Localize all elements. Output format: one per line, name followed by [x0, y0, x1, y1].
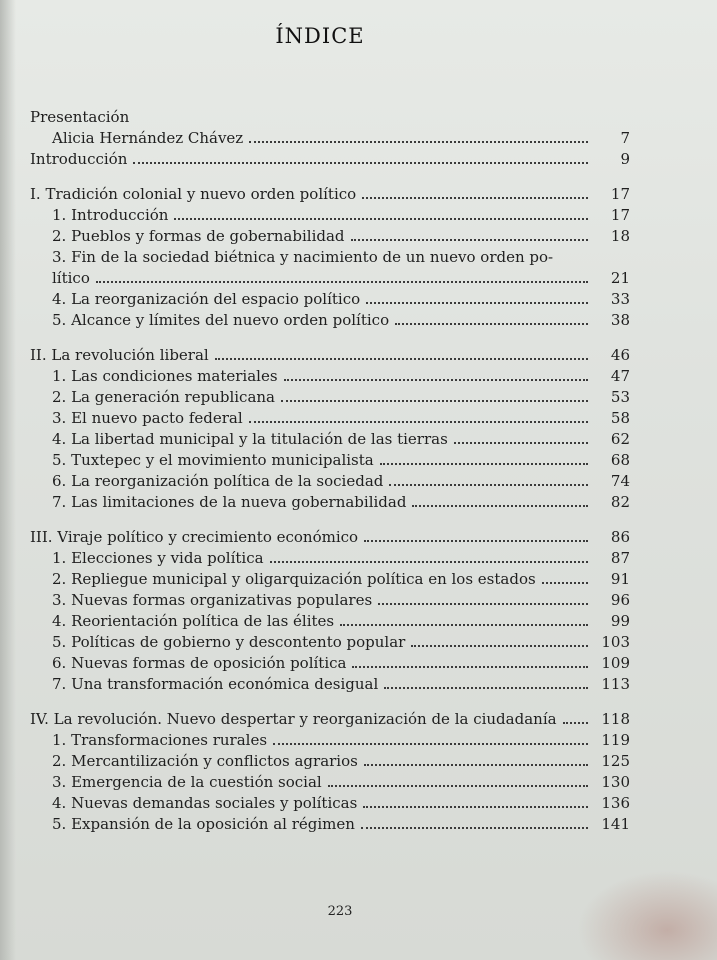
toc-section — [30, 451, 630, 472]
toc-page-number: 103 — [601, 633, 630, 651]
toc-page-number: 82 — [610, 493, 630, 511]
toc-section-label: 5. Políticas de gobierno y descontento popular — [52, 633, 406, 651]
toc-section — [30, 794, 630, 815]
toc-section-label: 2. La generación republicana — [52, 388, 275, 406]
toc-page-number: 58 — [610, 409, 630, 427]
toc-page-number: 91 — [610, 570, 630, 588]
toc-section — [30, 206, 630, 227]
toc-section — [30, 472, 630, 493]
leader-dots — [284, 379, 588, 381]
toc-section — [30, 570, 630, 591]
toc-page-number: 74 — [610, 472, 630, 490]
toc-page-number: 18 — [610, 227, 630, 245]
leader-dots — [96, 281, 588, 283]
leader-dots — [328, 785, 588, 787]
toc-section-label: 4. La libertad municipal y la titulación de las tierras — [52, 430, 448, 448]
toc-section-label: 5. Expansión de la oposición al régimen — [52, 815, 355, 833]
toc-page-number: 9 — [620, 150, 630, 168]
toc-section — [30, 633, 630, 654]
leader-dots — [249, 141, 588, 143]
toc-section-label: 1. Transformaciones rurales — [52, 731, 268, 749]
toc-chapter-3 — [30, 528, 630, 549]
leader-dots — [281, 400, 588, 402]
toc-page-number: 118 — [601, 710, 630, 728]
toc-section-label: 7. Una transformación económica desigual — [52, 675, 379, 693]
toc-page-number: 109 — [601, 654, 630, 672]
toc-section — [30, 367, 630, 388]
leader-dots — [215, 358, 588, 360]
toc-page-number: 33 — [610, 290, 630, 308]
leader-dots — [563, 722, 588, 724]
toc-section — [30, 493, 630, 514]
toc-section-label: 5. Tuxtepec y el movimiento municipalista — [52, 451, 374, 469]
toc-section-label: 3. Fin de la sociedad biétnica y nacimiento de un nuevo orden po- — [52, 248, 554, 266]
toc-chapter-2 — [30, 346, 630, 367]
leader-dots — [352, 666, 588, 668]
leader-dots — [363, 806, 588, 808]
toc-section-label: 1. Introducción — [52, 206, 169, 224]
toc-section-label: 6. Nuevas formas de oposición política — [52, 654, 347, 672]
finger-shadow — [577, 870, 717, 960]
leader-dots — [366, 302, 588, 304]
toc-section — [30, 675, 630, 696]
toc-page-number: 53 — [610, 388, 630, 406]
toc-section — [30, 248, 630, 269]
toc-section-label: 6. La reorganización política de la sociedad — [52, 472, 384, 490]
toc-page-number: 96 — [610, 591, 630, 609]
toc-chapter-title: I. Tradición colonial y nuevo orden político — [30, 185, 357, 203]
toc-section-label: 3. Nuevas formas organizativas populares — [52, 591, 373, 609]
toc-page-number: 125 — [601, 752, 630, 770]
toc-page-number: 136 — [601, 794, 630, 812]
toc-page-number: 68 — [610, 451, 630, 469]
toc-section-label: 4. Reorientación política de las élites — [52, 612, 335, 630]
toc-page-number: 86 — [610, 528, 630, 546]
leader-dots — [133, 162, 588, 164]
toc-chapter-title: IV. La revolución. Nuevo despertar y reorganización de la ciudadanía — [30, 710, 557, 728]
toc-section — [30, 773, 630, 794]
leader-dots — [389, 484, 588, 486]
toc-page-number: 17 — [610, 185, 630, 203]
table-of-contents — [30, 108, 630, 836]
toc-section-label: 5. Alcance y límites del nuevo orden político — [52, 311, 390, 329]
toc-page-number: 17 — [610, 206, 630, 224]
toc-page-number: 47 — [610, 367, 630, 385]
toc-section — [30, 388, 630, 409]
leader-dots — [411, 645, 588, 647]
toc-section-label: 2. Repliegue municipal y oligarquización política en los estados — [52, 570, 536, 588]
toc-chapter-title: II. La revolución liberal — [30, 346, 209, 364]
toc-section-label: 7. Las limitaciones de la nueva gobernabilidad — [52, 493, 407, 511]
toc-page-number: 7 — [620, 129, 630, 147]
toc-section — [30, 549, 630, 570]
toc-section — [30, 654, 630, 675]
leader-dots — [364, 540, 588, 542]
toc-section — [30, 409, 630, 430]
leader-dots — [351, 239, 588, 241]
leader-dots — [361, 827, 588, 829]
leader-dots — [542, 582, 588, 584]
toc-section-continuation — [30, 269, 630, 290]
toc-page-number: 38 — [610, 311, 630, 329]
toc-chapter-title: III. Viraje político y crecimiento económico — [30, 528, 359, 546]
toc-entry-label: Introducción — [30, 150, 128, 168]
leader-dots — [412, 505, 588, 507]
toc-page-number: 21 — [610, 269, 630, 287]
toc-section — [30, 731, 630, 752]
toc-section-label: 3. Emergencia de la cuestión social — [52, 773, 322, 791]
toc-page-number: 113 — [601, 675, 630, 693]
toc-section — [30, 612, 630, 633]
toc-page-number: 46 — [610, 346, 630, 364]
leader-dots — [384, 687, 588, 689]
leader-dots — [380, 463, 588, 465]
toc-section-label: 1. Las condiciones materiales — [52, 367, 278, 385]
toc-page-number: 62 — [610, 430, 630, 448]
toc-page-number: 119 — [601, 731, 630, 749]
leader-dots — [395, 323, 588, 325]
toc-section-label: 4. Nuevas demandas sociales y políticas — [52, 794, 358, 812]
leader-dots — [378, 603, 588, 605]
leader-dots — [249, 421, 588, 423]
toc-section — [30, 311, 630, 332]
toc-entry-presentation-author — [30, 129, 630, 150]
toc-section-label: 4. La reorganización del espacio político — [52, 290, 361, 308]
leader-dots — [270, 561, 588, 563]
toc-entry-presentation — [30, 108, 630, 129]
toc-section-label: 2. Pueblos y formas de gobernabilidad — [52, 227, 345, 245]
toc-section — [30, 290, 630, 311]
page-folio-number: 223 — [327, 904, 353, 919]
toc-section — [30, 591, 630, 612]
toc-section-label: 3. El nuevo pacto federal — [52, 409, 243, 427]
toc-section-label: 2. Mercantilización y conflictos agrarios — [52, 752, 358, 770]
page-title: ÍNDICE — [275, 24, 365, 48]
toc-section — [30, 815, 630, 836]
toc-page-number: 141 — [601, 815, 630, 833]
toc-section-label: 1. Elecciones y vida política — [52, 549, 264, 567]
leader-dots — [273, 743, 588, 745]
toc-chapter-1 — [30, 185, 630, 206]
leader-dots — [362, 197, 588, 199]
toc-page-number: 130 — [601, 773, 630, 791]
toc-entry-introduction — [30, 150, 630, 171]
toc-page-number: 99 — [610, 612, 630, 630]
leader-dots — [364, 764, 588, 766]
leader-dots — [174, 218, 588, 220]
toc-entry-label: Alicia Hernández Chávez — [52, 129, 244, 147]
leader-dots — [340, 624, 588, 626]
toc-section — [30, 752, 630, 773]
toc-chapter-4 — [30, 710, 630, 731]
leader-dots — [454, 442, 588, 444]
toc-section — [30, 227, 630, 248]
toc-section-label: lítico — [52, 269, 90, 287]
toc-entry-label: Presentación — [30, 108, 130, 126]
toc-section — [30, 430, 630, 451]
toc-page-number: 87 — [610, 549, 630, 567]
